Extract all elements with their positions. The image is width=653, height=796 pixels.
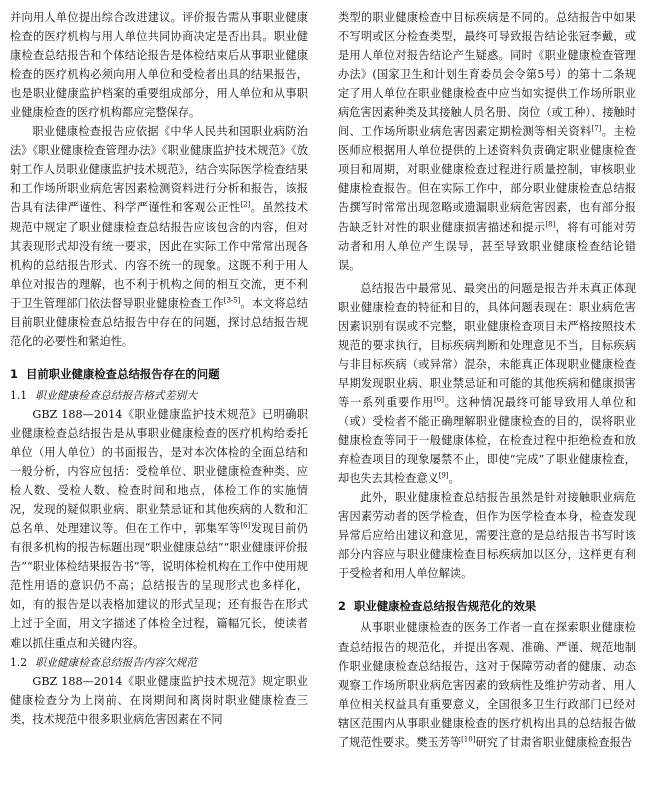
paragraph-text: 。 xyxy=(448,472,460,486)
paragraph-text: ，将有可能对劳动者和用人单位产生误导，甚至导致职业健康检查结论错误。 xyxy=(338,220,636,272)
subsection-heading-1-2 xyxy=(10,653,308,672)
paragraph-text: 类型的职业健康检查中目标疾病是不同的。总结报告中如果不写明或区分检查类型，最终可导致报告结论张冠李戴，或是用人单位对报告结论产生疑惑。同时《职业健康检查管理办法》(国家卫生和计划生育委员会令第5号）的第十二条规定了用人单位在职业健康检查中应当如实提供工作场所职业病危害因素种类及其接触人员名册、岗位（或工种）、接触时间、工作场所职业病危害因素定期检测等相关资料 xyxy=(338,11,636,139)
section-heading-2 xyxy=(338,597,636,616)
section-number: 2 xyxy=(338,599,346,614)
left-column xyxy=(10,8,308,729)
paragraph-continued xyxy=(338,8,636,275)
citation-ref: [6] xyxy=(240,521,251,530)
paragraph-legal-basis xyxy=(10,122,308,351)
citation-ref: [8] xyxy=(545,219,556,228)
citation-ref: [2] xyxy=(240,200,251,209)
citation-ref: [3-5] xyxy=(223,295,241,304)
paragraph-continued: 并向用人单位提出综合改进建议。评价报告需从事职业健康检查的医疗机构与用人单位共同协商决定是否出具。职业健康检查总结报告和个体结论报告是体检结束后从事职业健康检查的医疗机构必须向用人单位和受检者出具的结果报告，也是职业健康监护档案的重要组成部分，用人单位和从事职业健康检查的医疗机构都应完整保存。 xyxy=(10,11,308,120)
paragraph-text: 。这种情况最终可能导致用人单位和（或）受检者不能正确理解职业健康检查的目的，误将职业健康检查等同于一般健康体检，在检查过程中拒绝检查和放弃检查项目的现象屡禁不止，即使“完成”了职业健康检查，却也失去其检查意义 xyxy=(338,395,636,486)
subsection-title: 职业健康检查总结报告格式差别大 xyxy=(35,388,198,402)
paragraph-text: 。本文将总结目前职业健康检查总结报告中存在的问题，探讨总结报告规范化的必要性和紧迫性。 xyxy=(10,296,308,348)
section-title: 职业健康检查总结报告规范化的效果 xyxy=(353,599,537,614)
right-column xyxy=(338,8,636,752)
paragraph-text: 职业健康检查报告应依据《中华人民共和国职业病防治法》《职业健康检查管理办法》《职业健康监护技术规范》《放射工作人员职业健康监护技术规范》，结合实际医学检查结果和工作场所职业病危害因素检测资料进行分析和报告，该报告具有法律严谨性、科学严谨性和客观公正性 xyxy=(10,125,308,215)
paragraph-standardization-effects xyxy=(338,618,636,751)
paragraph-additional-notes: 此外，职业健康检查总结报告虽然是针对接触职业病危害因素劳动者的医学检查，但作为医学检查本身，检查发现异常后应给出建议和意见，需要注意的是总结报告书写时该部分内容应与职业健康检查目标疾病加以区分，这样更有利于受检者和用人单位解读。 xyxy=(338,491,636,581)
paragraph-text: 研究了甘肃省职业健康检查报告 xyxy=(475,735,633,749)
paragraph-text: GBZ 188—2014《职业健康监护技术规范》已明确职业健康检查总结报告是从事职业健康检查的医疗机构给委托单位（用人单位）的书面报告，是对本次体检的全面总结和一般分析，内容应包括：受检单位、职业健康检查种类、应检人数、受检人数、检查时间和地点，体检工作的实施情况，发现的疑似职业病、职业禁忌证和其他疾病的人数和汇总名单、处理建议等。但在工作中，郭集军等 xyxy=(10,407,308,536)
section-number: 1 xyxy=(10,366,18,381)
paragraph-text: 。主检医师应根据用人单位提供的上述资料负责确定职业健康检查项目和周期，对职业健康检查过程进行质量控制，审核职业健康检查报告。但在实际工作中，部分职业健康检查总结报告撰写时常常出现忽略或遗漏职业病危害因素，也有部分报告缺乏针对性的职业健康损害描述和提示 xyxy=(338,125,636,234)
paragraph-format-differences xyxy=(10,405,308,653)
paragraph-text: 。虽然技术规范中规定了职业健康检查总结报告应该包含的内容，但对其表现形式却没有统一要求，因此在实际工作中常常出现各机构的总结报告形式、内容不统一的现象。这既不利于用人单位对报告的理解，也不利于机构之间的相互交流，更不利于卫生管理部门依法督导职业健康检查工作 xyxy=(10,201,308,310)
paragraph-content-nonstandard: GBZ 188—2014《职业健康监护技术规范》规定职业健康检查分为上岗前、在岗期间和离岗时职业健康检查三类，技术规范中很多职业病危害因素在不同 xyxy=(10,674,308,726)
section-heading-1 xyxy=(10,365,308,384)
section-title: 目前职业健康检查总结报告存在的问题 xyxy=(25,366,220,381)
citation-ref: [6] xyxy=(434,395,444,404)
paragraph-text: 总结报告中最常见、最突出的问题是报告并未真正体现职业健康检查的特征和目的，具体问题表现在：职业病危害因素识别有误或不完整，职业健康检查项目未严格按照技术规范的要求执行，目标疾病判断和处理意见不当，目标疾病与非目标疾病（或异常）混杂，未能真正体现职业健康检查早期发现职业病、职业禁忌证和可能的其他疾病和健康损害等一系列重要作用 xyxy=(338,281,636,409)
paragraph-text: 从事职业健康检查的医务工作者一直在探索职业健康检查总结报告的规范化，并提出客观、准确、严谨、规范地制作职业健康检查总结报告，这对于保障劳动者的健康、动态观察工作场所职业病危害因素的致病性及维护劳动者、用人单位相关权益具有重要意义，全国很多卫生行政部门已经对辖区范围内从事职业健康检查的医疗机构出具的总结报告做了规范性要求。樊玉芳等 xyxy=(338,621,636,749)
subsection-title: 职业健康检查总结报告内容欠规范 xyxy=(35,655,198,669)
subsection-heading-1-1 xyxy=(10,386,308,405)
subsection-number: 1.2 xyxy=(10,655,28,669)
citation-ref: [7] xyxy=(591,124,602,133)
paragraph-text: 发现目前仍有很多机构的报告标题出现“职业健康总结”“职业健康评价报告”“职业体检结果报告书”等，说明体检机构在工作中使用规范性用语的意识仍不高；总结报告的呈现形式也多样化，如，有的报告是以表格加建议的形式呈现；还有报告在形式上过于全面，用文字描述了体检全过程，篇幅冗长，使读者难以抓住重点和关键内容。 xyxy=(10,522,308,650)
citation-ref: [10] xyxy=(461,735,476,743)
subsection-number: 1.1 xyxy=(10,388,28,402)
citation-ref: [9] xyxy=(438,471,449,480)
paragraph-common-problems xyxy=(338,279,636,489)
